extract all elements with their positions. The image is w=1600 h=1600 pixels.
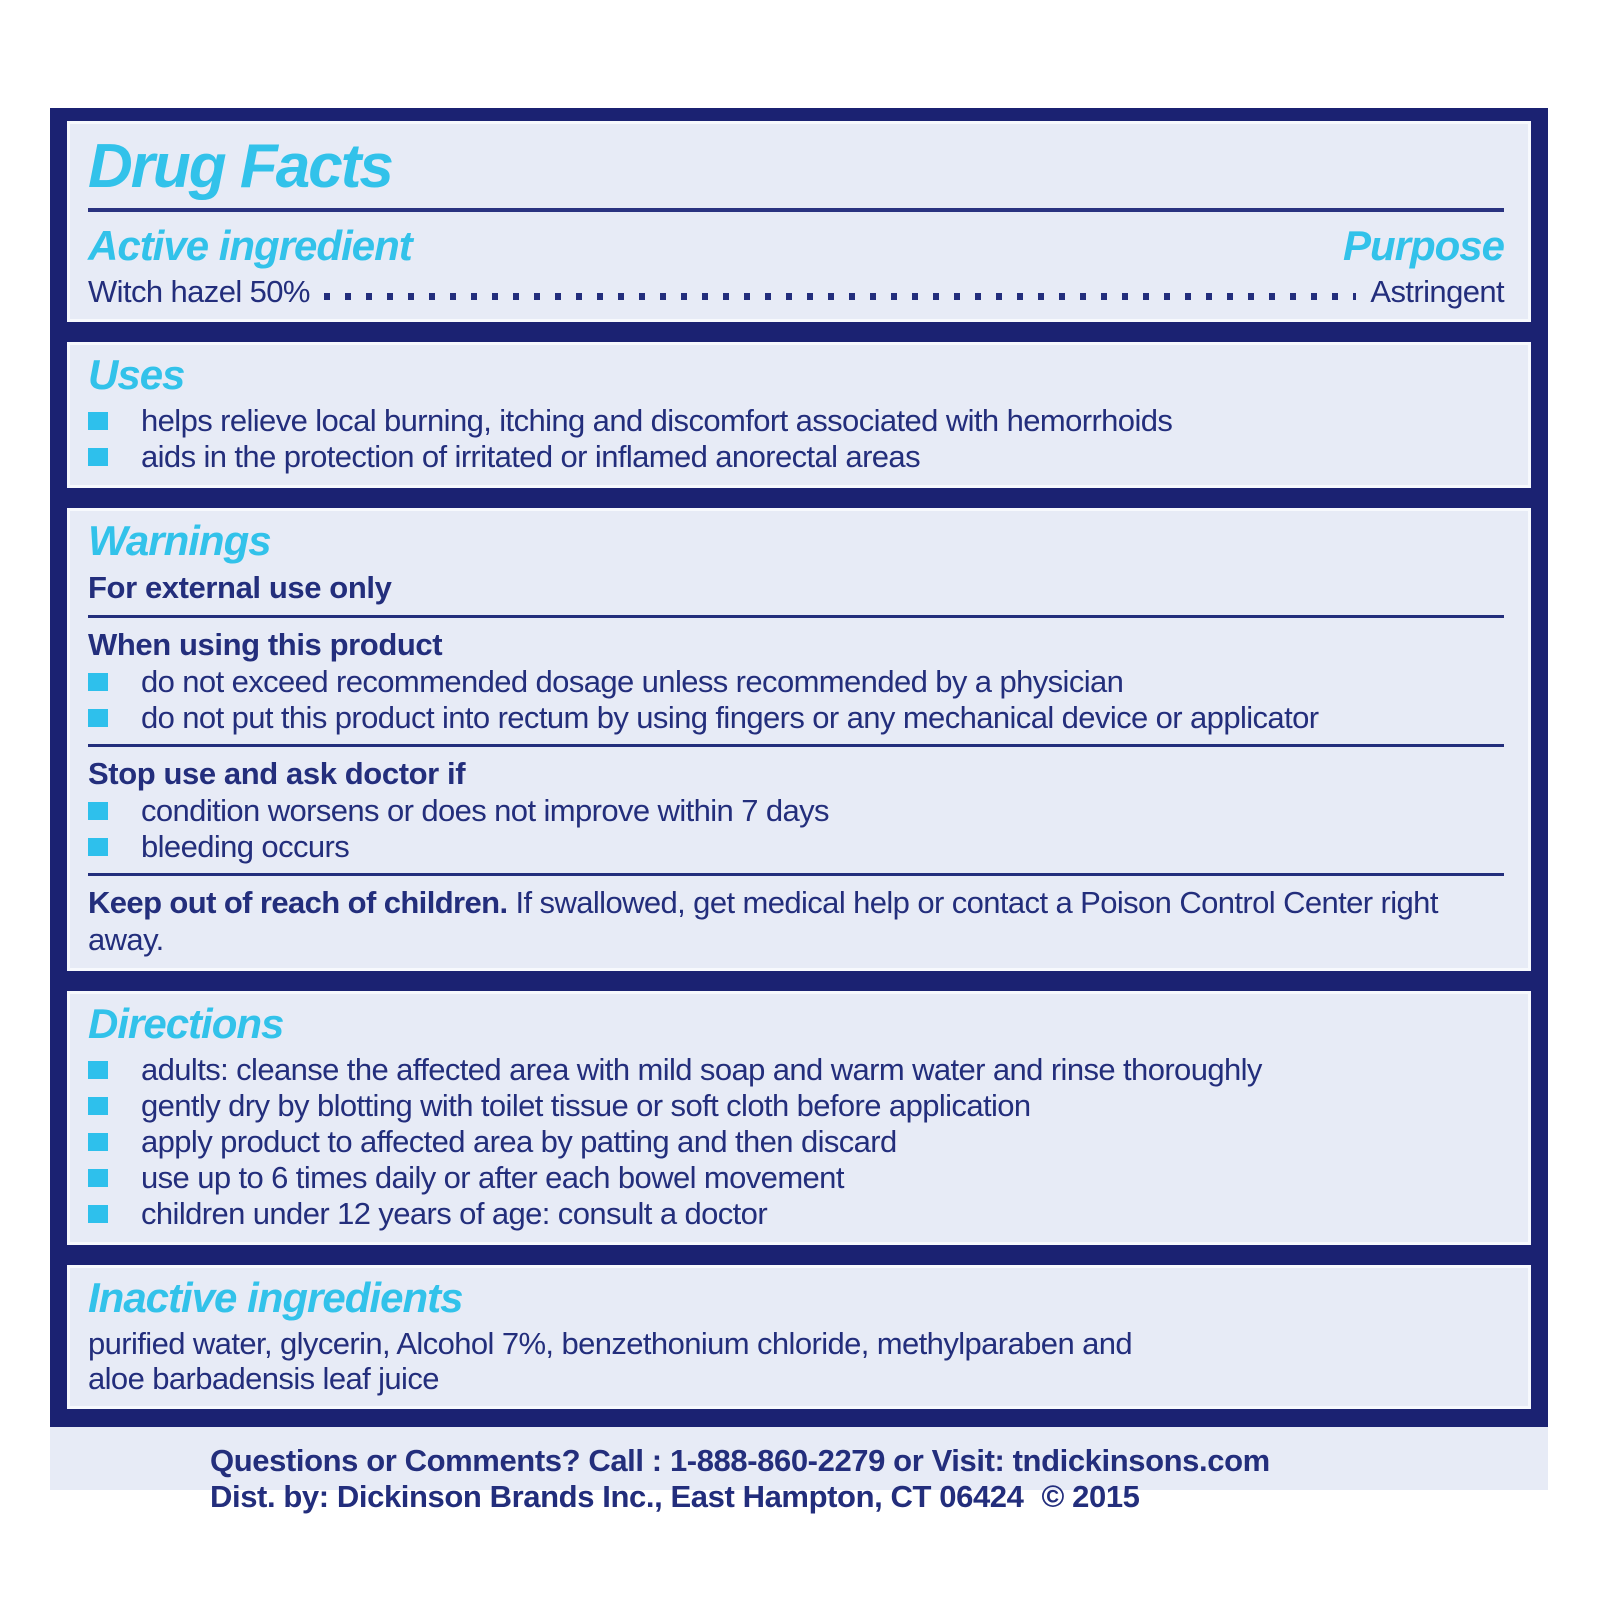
directions-item-text: gently dry by blotting with toilet tissue or soft cloth before application — [141, 1088, 1031, 1123]
footer — [50, 1427, 1548, 1515]
list-item — [88, 403, 1504, 438]
footer-line-2 — [210, 1479, 1548, 1515]
drug-facts-label — [50, 108, 1548, 1514]
purpose-heading: Purpose — [1342, 222, 1504, 269]
when-using-subheading: When using this product — [88, 627, 443, 662]
footer-copyright: © 2015 — [1041, 1479, 1140, 1514]
title-rule — [88, 208, 1504, 212]
section-divider — [88, 615, 1504, 618]
directions-item-text: use up to 6 times daily or after each bowel movement — [141, 1160, 844, 1195]
bullet-square-icon — [88, 412, 108, 430]
when-using-item-text: do not exceed recommended dosage unless recommended by a physician — [141, 664, 1124, 699]
dot-leader — [324, 293, 1357, 300]
list-item — [88, 439, 1504, 474]
stop-use-item-text: bleeding occurs — [141, 829, 350, 864]
list-item — [88, 793, 1504, 828]
list-item — [88, 1124, 1504, 1159]
bullet-square-icon — [88, 838, 108, 856]
list-item — [88, 700, 1504, 735]
directions-box — [67, 991, 1531, 1245]
directions-item-text: adults: cleanse the affected area with mild soap and warm water and rinse thoroughly — [141, 1052, 1262, 1087]
section-divider — [88, 873, 1504, 876]
bullet-square-icon — [88, 448, 108, 466]
drug-facts-title: Drug Facts — [88, 132, 392, 201]
list-item — [88, 1160, 1504, 1195]
list-item — [88, 1052, 1504, 1087]
drug-facts-frame — [50, 108, 1548, 1427]
active-ingredient-name: Witch hazel 50% — [88, 274, 310, 309]
directions-item-text: children under 12 years of age: consult a doctor — [141, 1196, 768, 1231]
purpose-value: Astringent — [1370, 274, 1504, 309]
list-item — [88, 1088, 1504, 1123]
bullet-square-icon — [88, 1169, 108, 1187]
stop-use-item-text: condition worsens or does not improve within 7 days — [141, 793, 829, 828]
active-ingredient-header-row — [88, 220, 1504, 274]
stop-use-subheading: Stop use and ask doctor if — [88, 756, 466, 791]
list-item — [88, 1196, 1504, 1231]
bullet-square-icon — [88, 673, 108, 691]
list-item — [88, 829, 1504, 864]
bullet-square-icon — [88, 1205, 108, 1223]
warnings-box — [67, 508, 1531, 971]
keep-out-bold: Keep out of reach of children. — [88, 885, 508, 920]
bullet-square-icon — [88, 1097, 108, 1115]
when-using-item-text: do not put this product into rectum by using fingers or any mechanical device or applicator — [141, 700, 1319, 735]
uses-box — [67, 342, 1531, 488]
section-divider — [88, 744, 1504, 747]
directions-item-text: apply product to affected area by patting and then discard — [141, 1124, 897, 1159]
bullet-square-icon — [88, 802, 108, 820]
list-item — [88, 664, 1504, 699]
footer-line-1: Questions or Comments? Call : 1-888-860-2279 or Visit: tndickinsons.com — [210, 1443, 1270, 1478]
inactive-line-2: aloe barbadensis leaf juice — [88, 1361, 439, 1396]
keep-out-rest: If swallowed, get medical help or contact a Poison Control Center right away. — [88, 885, 1438, 957]
warnings-heading: Warnings — [88, 517, 271, 564]
active-ingredient-row — [88, 274, 1504, 309]
external-use-subheading: For external use only — [88, 570, 392, 605]
inactive-line-1: purified water, glycerin, Alcohol 7%, benzethonium chloride, methylparaben and — [88, 1326, 1133, 1361]
bullet-square-icon — [88, 1061, 108, 1079]
uses-item-text: helps relieve local burning, itching and discomfort associated with hemorrhoids — [141, 403, 1173, 438]
footer-distributor: Dist. by: Dickinson Brands Inc., East Hampton, CT 06424 — [210, 1479, 1024, 1514]
inactive-box — [67, 1265, 1531, 1409]
uses-heading: Uses — [88, 351, 185, 398]
uses-item-text: aids in the protection of irritated or inflamed anorectal areas — [141, 439, 920, 474]
keep-out-paragraph — [88, 884, 1504, 958]
bullet-square-icon — [88, 709, 108, 727]
active-ingredient-heading: Active ingredient — [88, 222, 412, 269]
header-box — [67, 121, 1531, 322]
directions-heading: Directions — [88, 1000, 284, 1047]
inactive-heading: Inactive ingredients — [88, 1274, 463, 1321]
bullet-square-icon — [88, 1133, 108, 1151]
